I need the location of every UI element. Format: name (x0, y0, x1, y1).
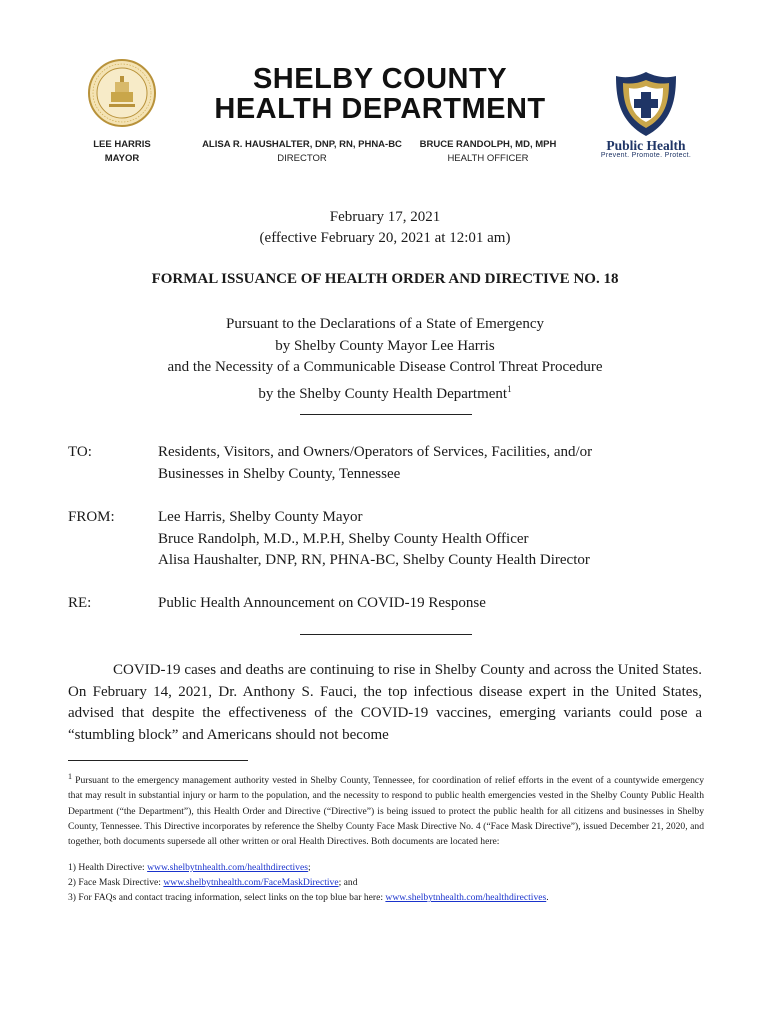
memo-to-line-1: Residents, Visitors, and Owners/Operators of Services, Facilities, and/or (158, 444, 593, 460)
footnote-item-1-prefix: 1) Health Directive: (68, 862, 148, 873)
memo-from-line-3: Alisa Haushalter, DNP, RN, PHNA-BC, Shelby County Health Director (158, 552, 590, 568)
footnote-reference[interactable]: 1 (507, 383, 512, 394)
footnote-item-3-suffix: . (546, 892, 549, 904)
footnote-text (68, 769, 704, 849)
department-title (180, 64, 580, 125)
faq-contact-tracing-link[interactable]: www.shelbytnhealth.com/healthdirectives (385, 892, 547, 904)
footnote-body: Pursuant to the emergency management authority vested in Shelby County, Tennessee, for coordination of relief efforts in the event of a countywide emergency that may result in substantial injury or harm to the population, and the necessity to respond to public health emergencies vested in the Shelby County Public Health Department (“the Department”), this Health Order and Directive (“Directive”) is being issued to protect the public health for all citizens and businesses in Shelby County, Tennessee. This Directive incorporates by reference the Shelby County Face Mask Directive No. 4 (“Face Mask Directive”), issued December 21, 2020, and together, both documents supersede all other written or oral Health Directives. Both documents are located here: (68, 775, 704, 847)
memo-from-label: FROM: (68, 509, 115, 525)
director-block (196, 138, 408, 166)
footnote-item-2-suffix: ; and (338, 877, 358, 889)
divider-top (300, 414, 472, 415)
date-block (0, 207, 770, 249)
face-mask-directive-link[interactable]: www.shelbytnhealth.com/FaceMaskDirective (163, 877, 339, 889)
memo-to-value (158, 442, 718, 485)
memo-from-value (158, 507, 718, 572)
mayor-name: LEE HARRIS (93, 139, 151, 150)
footnote-marker: 1 (68, 772, 72, 781)
memo-to-line-2: Businesses in Shelby County, Tennessee (158, 465, 401, 482)
body-paragraph: COVID-19 cases and deaths are continuing to rise in Shelby County and across the United States. On February 14, 2021, Dr. Anthony S. Fauci, the top infectious disease expert in the United States, advised that despite the effectiveness of the COVID-19 vaccines, emerging variants could pose a “stumbling block” and Americans should not become (68, 662, 702, 743)
footnote-divider (68, 760, 248, 761)
footnote-item-1-suffix: ; (307, 862, 311, 873)
footnote-item-3 (68, 890, 704, 905)
pursuant-line-3: and the Necessity of a Communicable Disease Control Threat Procedure (167, 359, 603, 375)
memo-from-line-2: Bruce Randolph, M.D., M.P.H, Shelby County Health Officer (158, 530, 529, 547)
footnote-item-2-prefix: 2) Face Mask Directive: (68, 877, 164, 889)
pursuant-line-2: by Shelby County Mayor Lee Harris (275, 337, 495, 354)
memo-from-line-1: Lee Harris, Shelby County Mayor (158, 509, 363, 525)
issue-date: February 17, 2021 (329, 209, 441, 225)
footnote-item-1 (68, 860, 704, 875)
health-directive-link[interactable]: www.shelbytnhealth.com/healthdirectives (147, 862, 308, 873)
footnote-list (68, 860, 704, 906)
health-officer-role: HEALTH OFFICER (447, 153, 529, 164)
memo-re-label: RE: (68, 595, 92, 611)
pursuant-line-4 (0, 379, 770, 406)
title-line-2: HEALTH DEPARTMENT (214, 93, 546, 125)
public-health-logo-tagline: Prevent. Promote. Protect. (600, 152, 692, 159)
mayor-block (82, 138, 162, 166)
divider-bottom (300, 634, 472, 635)
pursuant-line-1: Pursuant to the Declarations of a State of Emergency (226, 316, 544, 332)
memo-re-value: Public Health Announcement on COVID-19 Response (158, 595, 486, 611)
pursuant-line-4-text: by the Shelby County Health Department (258, 385, 508, 402)
title-line-1: SHELBY COUNTY (252, 63, 508, 95)
shelby-county-seal-icon (87, 58, 157, 128)
health-officer-name: BRUCE RANDOLPH, MD, MPH (419, 139, 557, 150)
effective-date: (effective February 20, 2021 at 12:01 am) (259, 230, 511, 246)
footnote-item-2 (68, 875, 704, 890)
public-health-logo-name: Public Health (606, 138, 686, 153)
mayor-role: MAYOR (104, 153, 140, 164)
footnote-item-3-prefix: 3) For FAQs and contact tracing information, select links on the top blue bar here: (68, 892, 386, 904)
director-name: ALISA R. HAUSHALTER, DNP, RN, PHNA-BC (202, 139, 402, 150)
memo-to-label: TO: (68, 444, 92, 460)
pursuant-block (0, 314, 770, 405)
order-title: FORMAL ISSUANCE OF HEALTH ORDER AND DIRECTIVE NO. 18 (151, 271, 619, 287)
health-officer-block (412, 138, 564, 166)
director-role: DIRECTOR (277, 153, 327, 164)
